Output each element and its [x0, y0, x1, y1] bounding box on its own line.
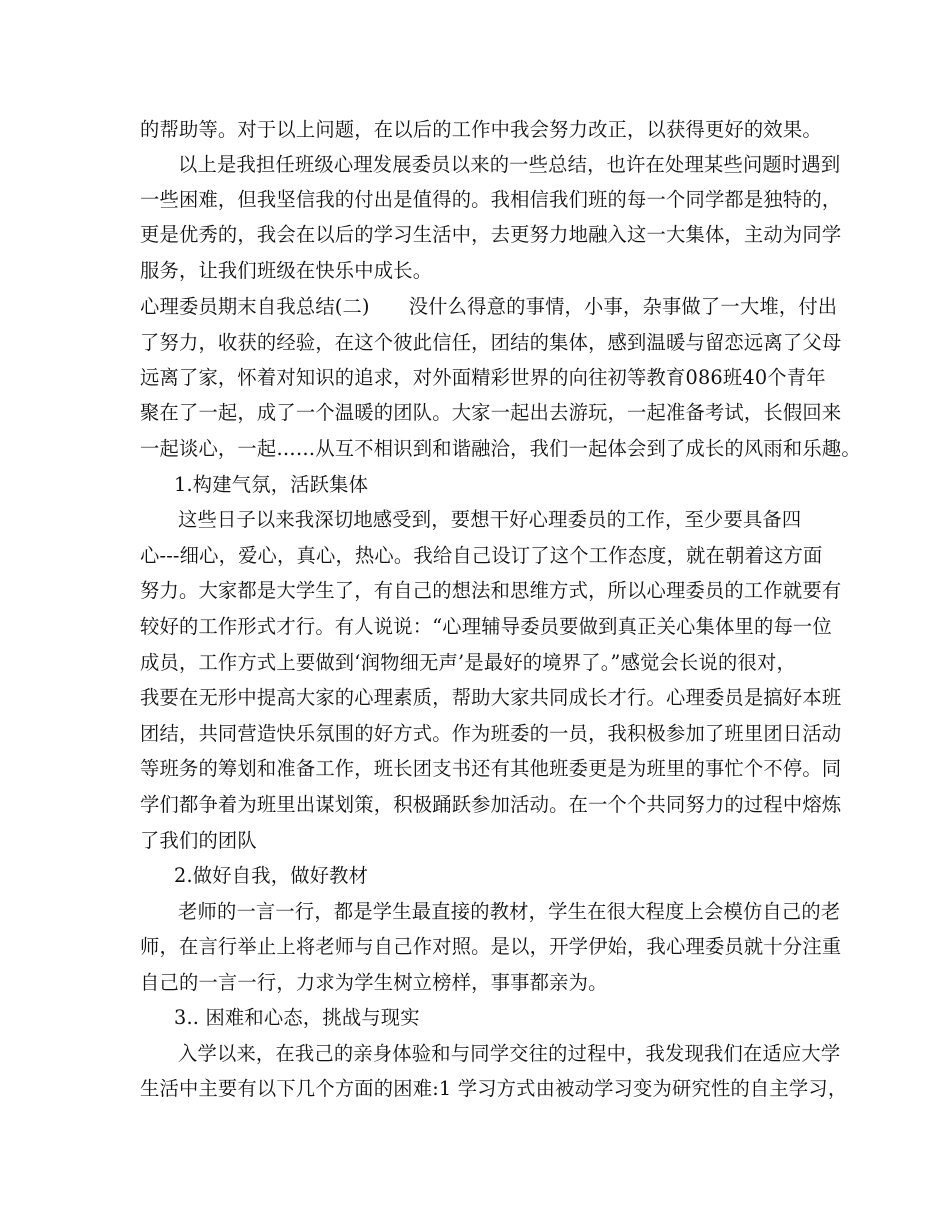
paragraph-line: 了我们的团队	[140, 829, 257, 852]
paragraph-line: 努力。大家都是大学生了，有自己的想法和思维方式，所以心理委员的工作就要有	[140, 579, 842, 602]
paragraph-line: 一起谈心，一起……从互不相识到和谐融洽，我们一起体会到了成长的风雨和乐趣。	[140, 437, 861, 460]
paragraph-line: 服务，让我们班级在快乐中成长。	[140, 259, 433, 282]
paragraph-line: 团结，共同营造快乐氛围的好方式。作为班委的一员，我积极参加了班里团日活动	[140, 722, 842, 745]
paragraph-line: 心---细心，爱心，真心，热心。我给自己设订了这个工作态度，就在朝着这方面	[140, 544, 823, 567]
paragraph-line: 更是优秀的，我会在以后的学习生活中，去更努力地融入这一大集体，主动为同学	[140, 223, 842, 246]
paragraph-line: 远离了家，怀着对知识的追求，对外面精彩世界的向往初等教育086班40个青年	[140, 366, 826, 389]
paragraph-line: 了努力，收获的经验，在这个彼此信任，团结的集体，感到温暖与留恋远离了父母	[140, 331, 842, 354]
paragraph-line: 生活中主要有以下几个方面的困难:1 学习方式由被动学习变为研究性的自主学习，	[140, 1077, 848, 1100]
paragraph-line: 这些日子以来我深切地感受到，要想干好心理委员的工作，至少要具备四	[178, 508, 802, 531]
paragraph-line: 师，在言行举止上将老师与自己作对照。是以，开学伊始，我心理委员就十分注重	[140, 935, 842, 958]
paragraph-line: 的帮助等。对于以上问题，在以后的工作中我会努力改正，以获得更好的效果。	[140, 118, 822, 141]
paragraph-line: 聚在了一起，成了一个温暖的团队。大家一起出去游玩，一起准备考试，长假回来	[140, 401, 842, 424]
paragraph-line: 入学以来，在我己的亲身体验和与同学交往的过程中，我发现我们在适应大学	[178, 1042, 841, 1065]
section-title-line: 心理委员期末自我总结(二) 没什么得意的事情，小事，杂事做了一大堆，付出	[140, 295, 838, 318]
paragraph-line: 自己的一言一行，力求为学生树立榜样，事事都亲为。	[140, 971, 608, 994]
subheading-2: 2.做好自我，做好教材	[174, 864, 369, 887]
subheading-3: 3.. 困难和心态，挑战与现实	[174, 1006, 420, 1029]
paragraph-line: 我要在无形中提高大家的心理素质，帮助大家共同成长才行。心理委员是搞好本班	[140, 686, 842, 709]
paragraph-line: 成员，工作方式上要做到‘润物细无声’是最好的境界了。”感觉会长说的很对，	[140, 651, 796, 674]
paragraph-line: 较好的工作形式才行。有人说说：“心理辅导委员要做到真正关心集体里的每一位	[140, 615, 832, 638]
paragraph-line: 一些困难，但我坚信我的付出是值得的。我相信我们班的每一个同学都是独特的，	[140, 188, 842, 211]
paragraph-line: 等班务的筹划和准备工作，班长团支书还有其他班委更是为班里的事忙个不停。同	[140, 757, 842, 780]
subheading-1: 1.构建气氛，活跃集体	[174, 473, 369, 496]
paragraph-line: 学们都争着为班里出谋划策，积极踊跃参加活动。在一个个共同努力的过程中熔炼	[140, 793, 842, 816]
paragraph-line: 以上是我担任班级心理发展委员以来的一些总结，也许在处理某些问题时遇到	[178, 153, 841, 176]
paragraph-line: 老师的一言一行，都是学生最直接的教材，学生在很大程度上会模仿自己的老	[178, 900, 841, 923]
